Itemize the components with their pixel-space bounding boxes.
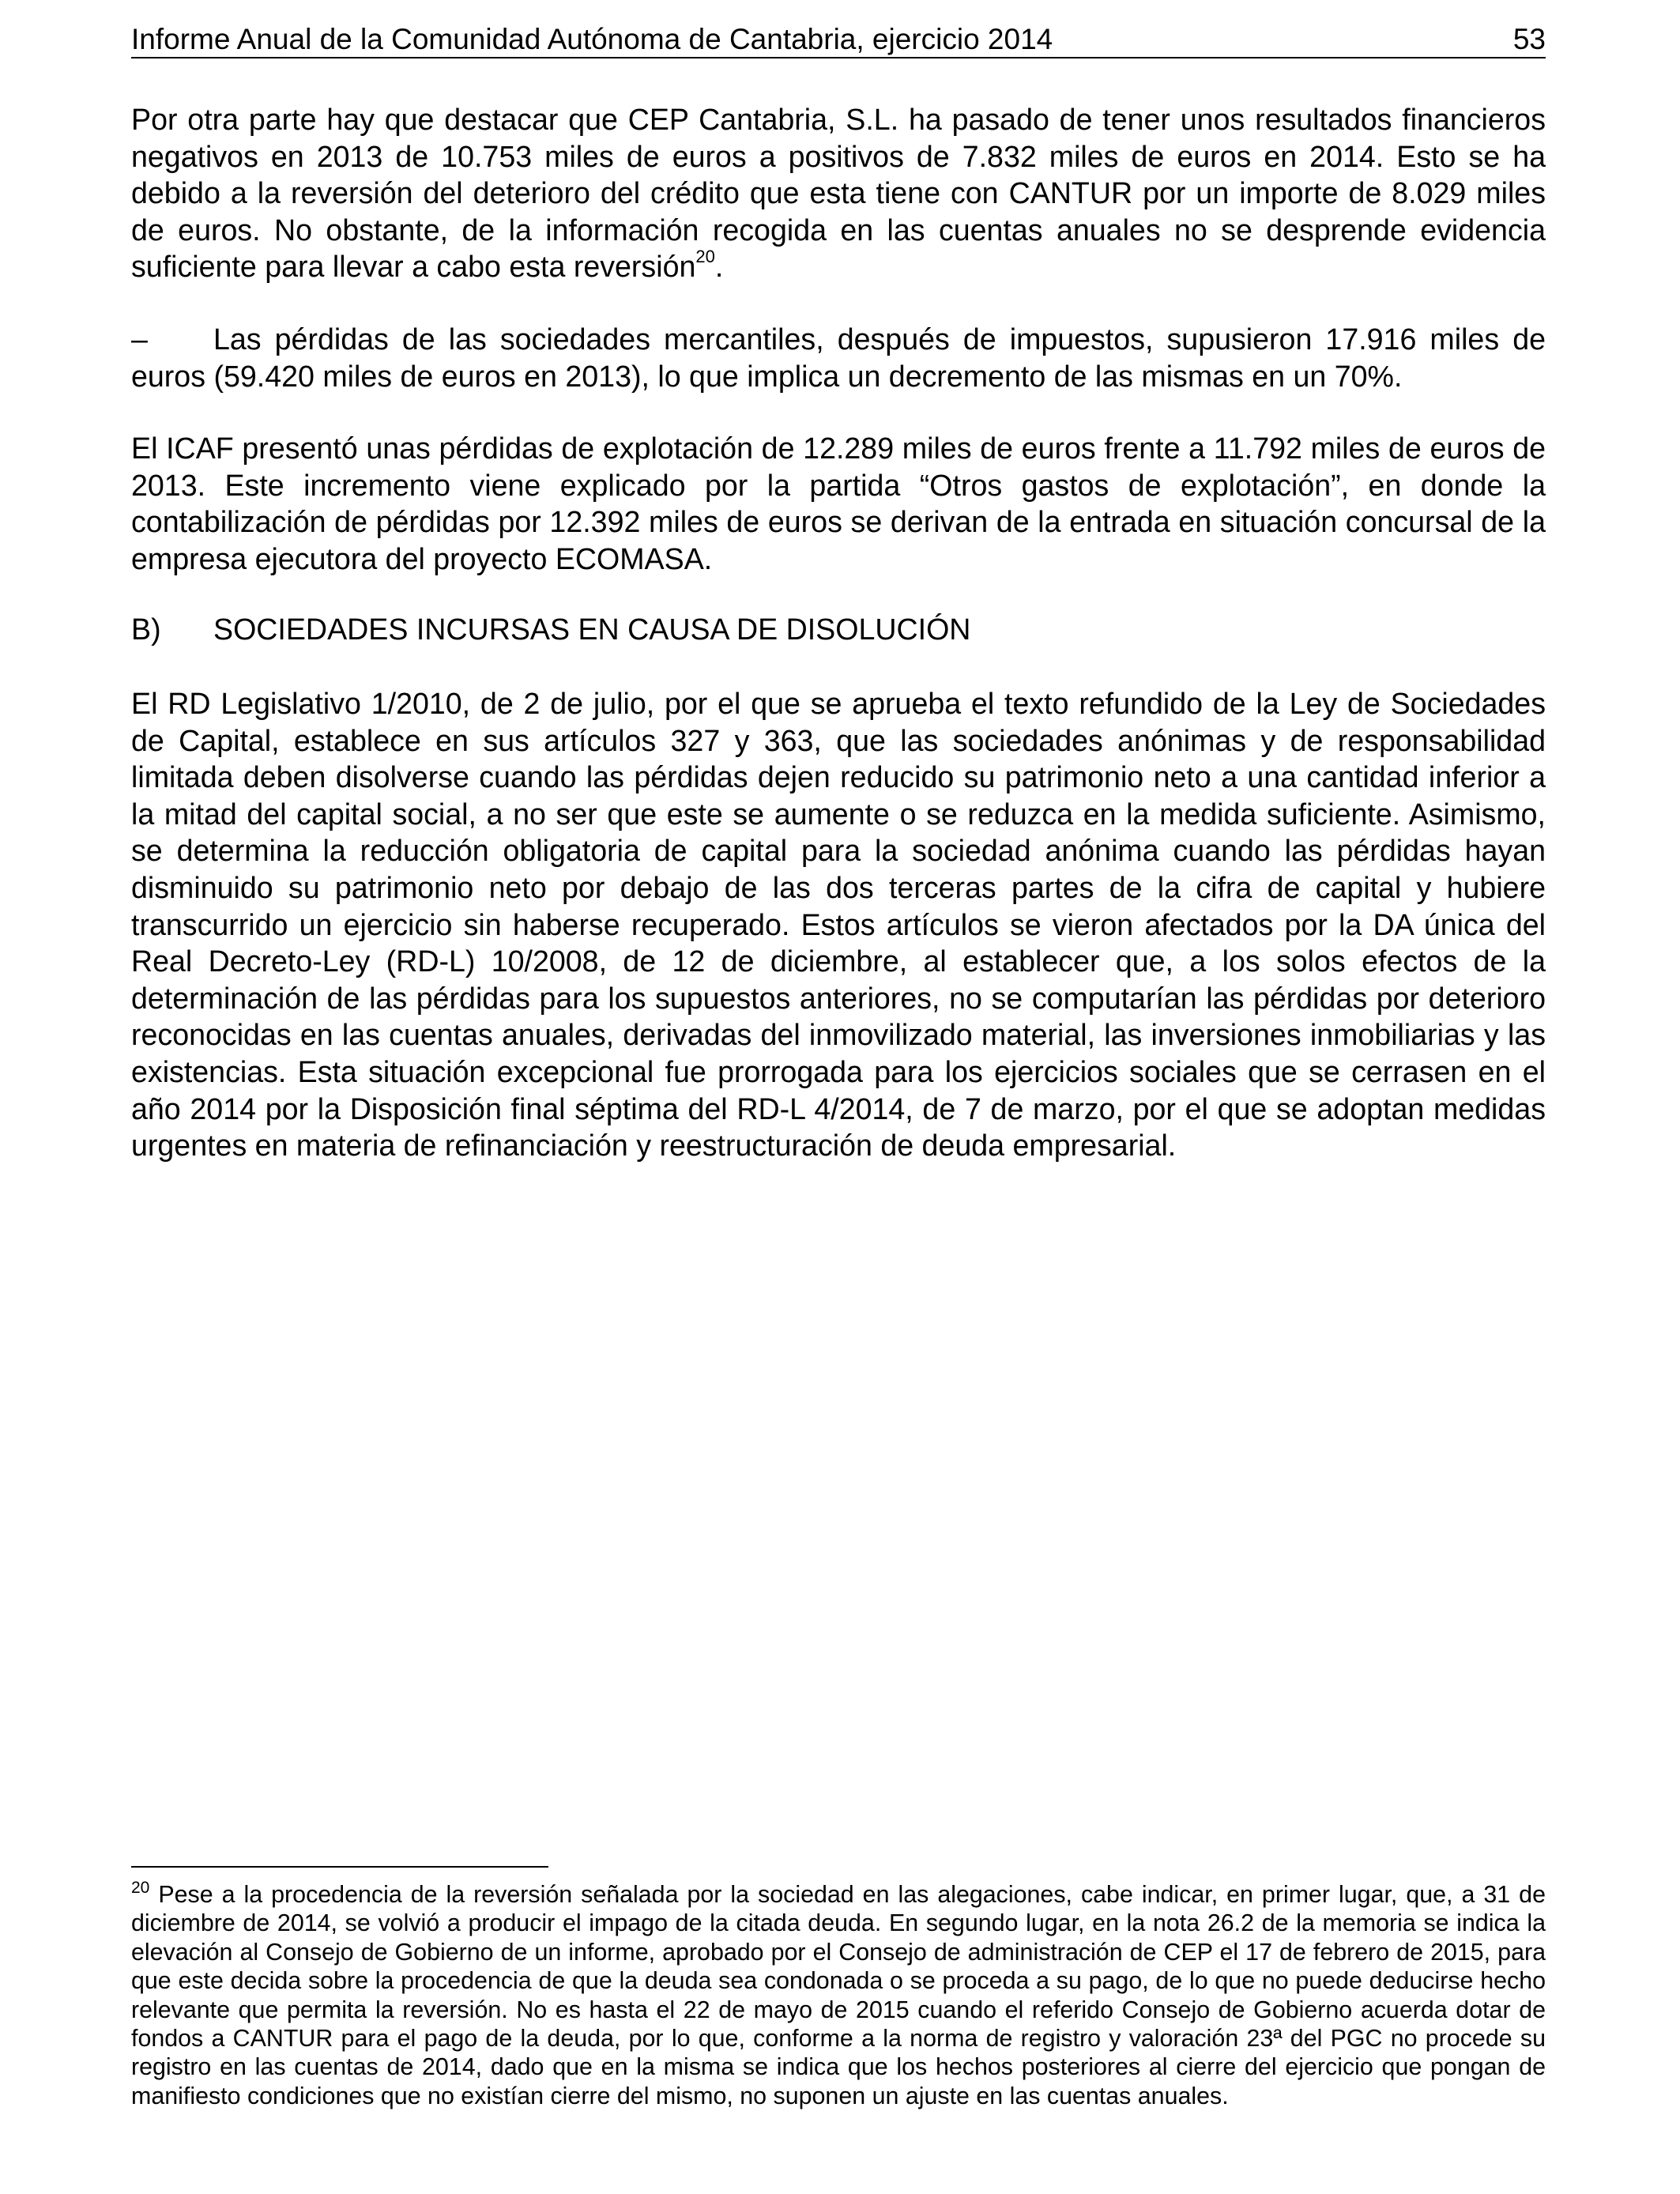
section-letter: B): [131, 613, 161, 646]
page-header: [131, 16, 1546, 58]
document-page: [131, 0, 1546, 2194]
paragraph-rd-legislativo: [131, 685, 1546, 1164]
footnote-number: 20: [131, 1879, 150, 1897]
paragraph-end: .: [714, 250, 724, 284]
paragraph-icaf: [131, 430, 1546, 577]
paragraph-cep-cantabria: [131, 101, 1546, 285]
footnote-text: Pese a la procedencia de la reversión señalada por la sociedad en las alegaciones, cabe indicar, en primer lugar, que, a 31 de diciembre de 2014, se volvió a producir el impago de la citada deuda. En segundo lugar, en la nota 26.2 de la memoria se indica la elevación al Consejo de Gobierno de un informe, aprobado por el Consejo de administración de CEP el 17 de febrero de 2015, para que este decida sobre la procedencia de que la deuda sea condonada o se proceda a su pago, de lo que no puede deducirse hecho relevante que permita la reversión. No es hasta el 22 de mayo de 2015 cuando el referido Consejo de Gobierno acuerda dotar de fondos a CANTUR para el pago de la deuda, por lo que, conforme a la norma de registro y valoración 23ª del PGC no procede su registro en las cuentas de 2014, dado que en la misma se indica que los hechos posteriores al cierre del ejercicio que pongan de manifiesto condiciones que no existían cierre del mismo, no suponen un ajuste en las cuentas anuales.: [131, 1881, 1546, 2109]
header-title: Informe Anual de la Comunidad Autónoma de Cantabria, ejercicio 2014: [131, 23, 1053, 55]
paragraph-text: El RD Legislativo 1/2010, de 2 de julio, por el que se aprueba el texto refundido de la Ley de Sociedades de Capital, establece en sus artículos 327 y 363, que las sociedades anónimas y de responsabilidad limitada deben disolverse cuando las pérdidas dejen reducido su patrimonio neto a una cantidad inferior a la mitad del capital social, a no ser que este se aumente o se reduzca en la medida suficiente. Asimismo, se determina la reducción obligatoria de capital para la sociedad anónima cuando las pérdidas hayan disminuido su patrimonio neto por debajo de las dos terceras partes de la cifra de capital y hubiere transcurrido un ejercicio sin haberse recuperado. Estos artículos se vieron afectados por la DA única del Real Decreto-Ley (RD-L) 10/2008, de 12 de diciembre, al establecer que, a los solos efectos de la determinación de las pérdidas para los supuestos anteriores, no se computarían las pérdidas por deterioro reconocidas en las cuentas anuales, derivadas del inmovilizado material, las inversiones inmobiliarias y las existencias. Esta situación excepcional fue prorrogada para los ejercicios sociales que se cerrasen en el año 2014 por la Disposición final séptima del RD-L 4/2014, de 7 de marzo, por el que se adoptan medidas urgentes en materia de refinanciación y reestructuración de deuda empresarial.: [131, 687, 1546, 1163]
bullet-dash: –: [131, 322, 148, 356]
bullet-text: Las pérdidas de las sociedades mercantiles, después de impuestos, supusieron 17.916 miles de euros (59.420 miles de euros en 2013), lo que implica un decremento de las mismas en un 70%.: [131, 322, 1546, 393]
paragraph-text: El ICAF presentó unas pérdidas de explotación de 12.289 miles de euros frente a 11.792 miles de euros de 2013. Este incremento viene explicado por la partida “Otros gastos de explotación”, en donde la contabilización de pérdidas por 12.392 miles de euros se derivan de la entrada en situación concursal de la empresa ejecutora del proyecto ECOMASA.: [131, 432, 1546, 575]
footnote: [131, 1880, 1546, 2110]
footnote-separator: [131, 1866, 548, 1868]
section-title: SOCIEDADES INCURSAS EN CAUSA DE DISOLUCIÓN: [213, 613, 971, 646]
footnote-reference[interactable]: 20: [695, 247, 715, 267]
bullet-paragraph-losses: [131, 321, 1546, 394]
page-number: 53: [1512, 23, 1546, 55]
section-heading: [131, 611, 1546, 648]
paragraph-text: Por otra parte hay que destacar que CEP Cantabria, S.L. ha pasado de tener unos resultados financieros negativos en 2013 de 10.753 miles de euros a positivos de 7.832 miles de euros en 2014. Esto se ha debido a la reversión del deterioro del crédito que esta tiene con CANTUR por un importe de 8.029 miles de euros. No obstante, de la información recogida en las cuentas anuales no se desprende evidencia suficiente para llevar a cabo esta reversión: [131, 103, 1546, 284]
